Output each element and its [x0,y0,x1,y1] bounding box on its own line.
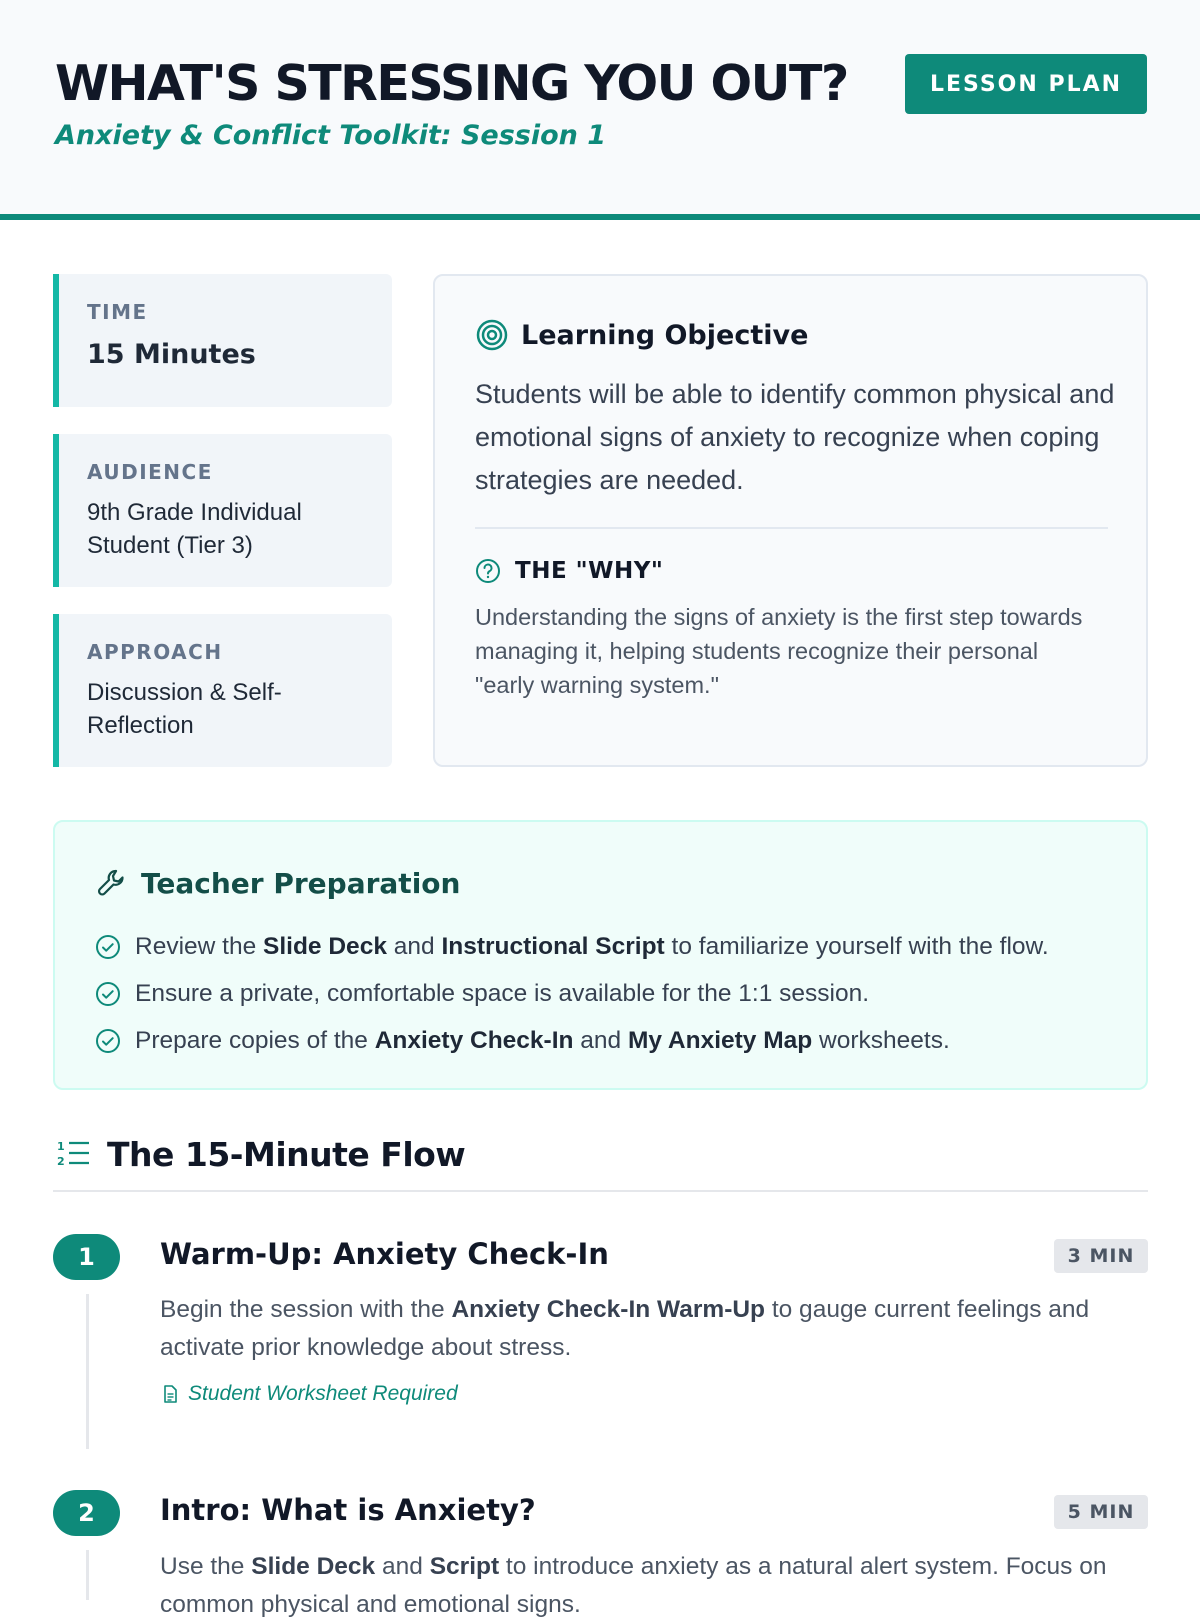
info-label: AUDIENCE [87,460,213,484]
svg-text:1: 1 [57,1139,65,1153]
learning-objective-card [433,274,1148,767]
step-description: Use the Slide Deck and Script to introduce anxiety as a natural alert system. Focus on common physical and emotional signs. [160,1553,1107,1618]
step-connector [86,1294,89,1449]
step-title: Intro: What is Anxiety? [160,1493,536,1527]
prep-checklist [95,923,1049,1064]
page-subtitle: Anxiety & Conflict Toolkit: Session 1 [55,120,607,151]
list-item [95,970,1049,1017]
step-connector [86,1550,89,1600]
divider [53,1190,1148,1192]
header [0,0,1200,220]
lesson-plan-badge: LESSON PLAN [905,54,1147,114]
info-value: 9th Grade Individual Student (Tier 3) [87,499,302,559]
document-icon [160,1384,180,1404]
question-circle-icon [475,558,501,584]
step-title: Warm-Up: Anxiety Check-In [160,1237,609,1271]
step-description: Begin the session with the Anxiety Check-In Warm-Up to gauge current feelings and activate prior knowledge about stress. [160,1296,1090,1361]
info-value: Discussion & Self-Reflection [87,679,282,739]
check-circle-icon [95,1028,121,1054]
step-number: 1 [53,1234,120,1280]
why-heading [475,558,663,584]
prep-title: Teacher Preparation [141,866,461,900]
flow-title: The 15-Minute Flow [107,1135,466,1174]
page-title: WHAT'S STRESSING YOU OUT? [55,55,848,112]
item-text: Review the Slide Deck and Instructional Script to familiarize yourself with the flow. [135,932,1049,960]
flow-heading [55,1135,465,1174]
list-item [95,1017,1049,1064]
info-card-time [53,274,392,407]
wrench-icon [95,866,129,900]
info-card-approach [53,614,392,767]
worksheet-note [160,1382,458,1406]
check-circle-icon [95,981,121,1007]
objective-text: Students will be able to identify common physical and emotional signs of anxiety to recognize when coping strategies are needed. [475,379,1115,495]
prep-heading [95,866,460,900]
step-number: 2 [53,1490,120,1536]
info-label: APPROACH [87,640,223,664]
why-text: Understanding the signs of anxiety is the first step towards managing it, helping students recognize their personal "early warning system." [475,604,1083,698]
note-text: Student Worksheet Required [188,1382,458,1405]
step-duration-badge: 3 MIN [1054,1239,1148,1273]
objective-title: Learning Objective [521,319,809,351]
check-circle-icon [95,934,121,960]
info-label: TIME [87,300,148,324]
list-item [95,923,1049,970]
why-title: THE "WHY" [515,558,664,584]
info-card-audience [53,434,392,587]
target-icon [475,318,509,352]
teacher-preparation-card [53,820,1148,1090]
divider [475,527,1108,529]
numbered-list-icon [55,1137,91,1173]
objective-heading [475,318,808,352]
step-duration-badge: 5 MIN [1054,1495,1148,1529]
info-value: 15 Minutes [87,339,256,370]
item-text: Prepare copies of the Anxiety Check-In and My Anxiety Map worksheets. [135,1026,950,1054]
svg-text:2: 2 [57,1154,65,1168]
item-text: Ensure a private, comfortable space is available for the 1:1 session. [135,979,870,1007]
